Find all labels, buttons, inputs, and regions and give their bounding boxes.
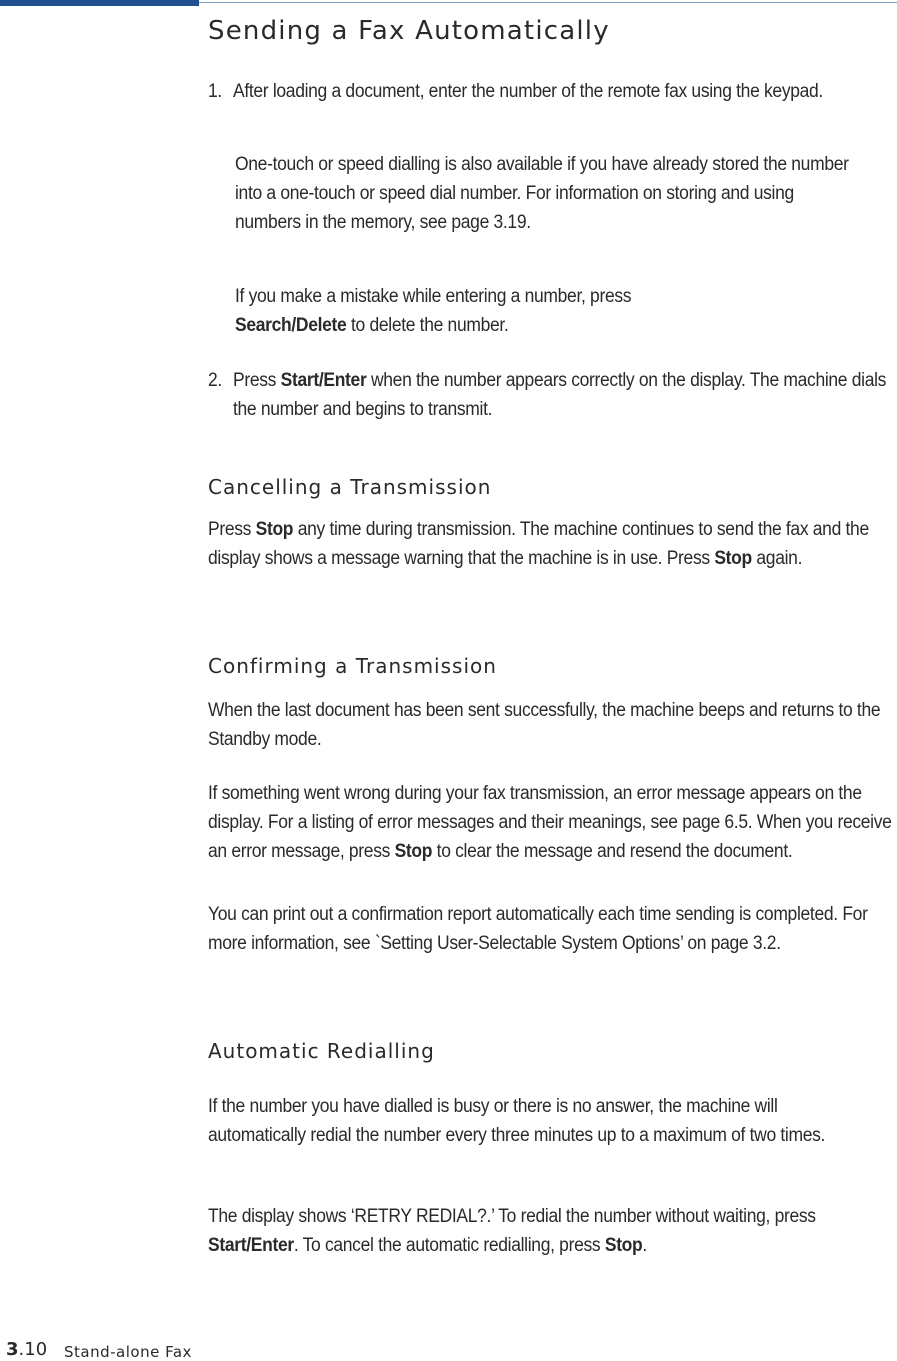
redial-paragraph-1: If the number you have dialled is busy or there is no answer, the machine will automatically redial the number every three minutes up to a maximum of two times. [208, 1096, 826, 1146]
key-search-delete: Search/Delete [235, 315, 347, 336]
heading-redialling: Automatic Redialling [208, 1039, 435, 1063]
redial-paragraph-2 [208, 1202, 880, 1260]
footer-section-title: Stand-alone Fax [64, 1343, 192, 1361]
heading-confirming: Confirming a Transmission [208, 654, 497, 678]
step-2-number: 2. [208, 370, 222, 391]
page-title: Sending a Fax Automatically [208, 16, 610, 46]
cancel-post: again. [751, 548, 803, 569]
confirm-post: to clear the message and resend the document. [432, 841, 793, 862]
header-accent-bar [0, 0, 199, 6]
page-number [6, 1339, 47, 1360]
key-stop: Stop [255, 519, 294, 540]
cancel-pre: Press [208, 519, 256, 540]
key-start-enter-2: Start/Enter [208, 1235, 294, 1256]
key-start-enter: Start/Enter [280, 370, 367, 391]
key-stop-4: Stop [604, 1235, 643, 1256]
page-chapter: 3 [6, 1339, 19, 1360]
confirm-paragraph-3: You can print out a confirmation report automatically each time sending is completed. For more information, see `Setting User-Selectable System Options’ on page 3.2. [208, 904, 868, 954]
key-stop-3: Stop [394, 841, 433, 862]
key-stop-2: Stop [714, 548, 752, 569]
note-text: If you make a mistake while entering a number, press [235, 286, 632, 307]
redial-pre: The display shows ‘RETRY REDIAL?.’ To redial the number without waiting, press [208, 1206, 816, 1227]
step-1-text: After loading a document, enter the number of the remote fax using the keypad. [233, 81, 823, 102]
confirm-paragraph-1: When the last document has been sent successfully, the machine beeps and returns to the Standby mode. [208, 700, 881, 750]
note-text-end: to delete the number. [346, 315, 509, 336]
redial-mid: . To cancel the automatic redialling, press [293, 1235, 605, 1256]
step-2-pre: Press [233, 370, 281, 391]
step-1-note-mistake [235, 282, 861, 340]
page-index: .10 [18, 1339, 48, 1360]
redial-post: . [642, 1235, 647, 1256]
cancel-paragraph [208, 515, 897, 573]
step-1-number: 1. [208, 81, 222, 102]
confirm-pre: If something went wrong during your fax transmission, an error message appears on the display. For a listing of error messages and their meanings, see page 6.5. When you receive an error message, press [208, 783, 892, 862]
step-2-text [233, 366, 897, 424]
confirm-paragraph-2 [208, 779, 897, 866]
step-1-note-speed-dial: One-touch or speed dialling is also available if you have already stored the number into a one-touch or speed dial number. For information on storing and using numbers in the memory, see page 3.19. [235, 154, 849, 233]
cancel-mid: any time during transmission. The machine continues to send the fax and the display shows a message warning that the machine is in use. Press [208, 519, 869, 569]
header-rule [199, 2, 897, 3]
step-2-post: when the number appears correctly on the display. The machine dials the number and begins to transmit. [233, 370, 887, 420]
heading-cancelling: Cancelling a Transmission [208, 475, 492, 499]
